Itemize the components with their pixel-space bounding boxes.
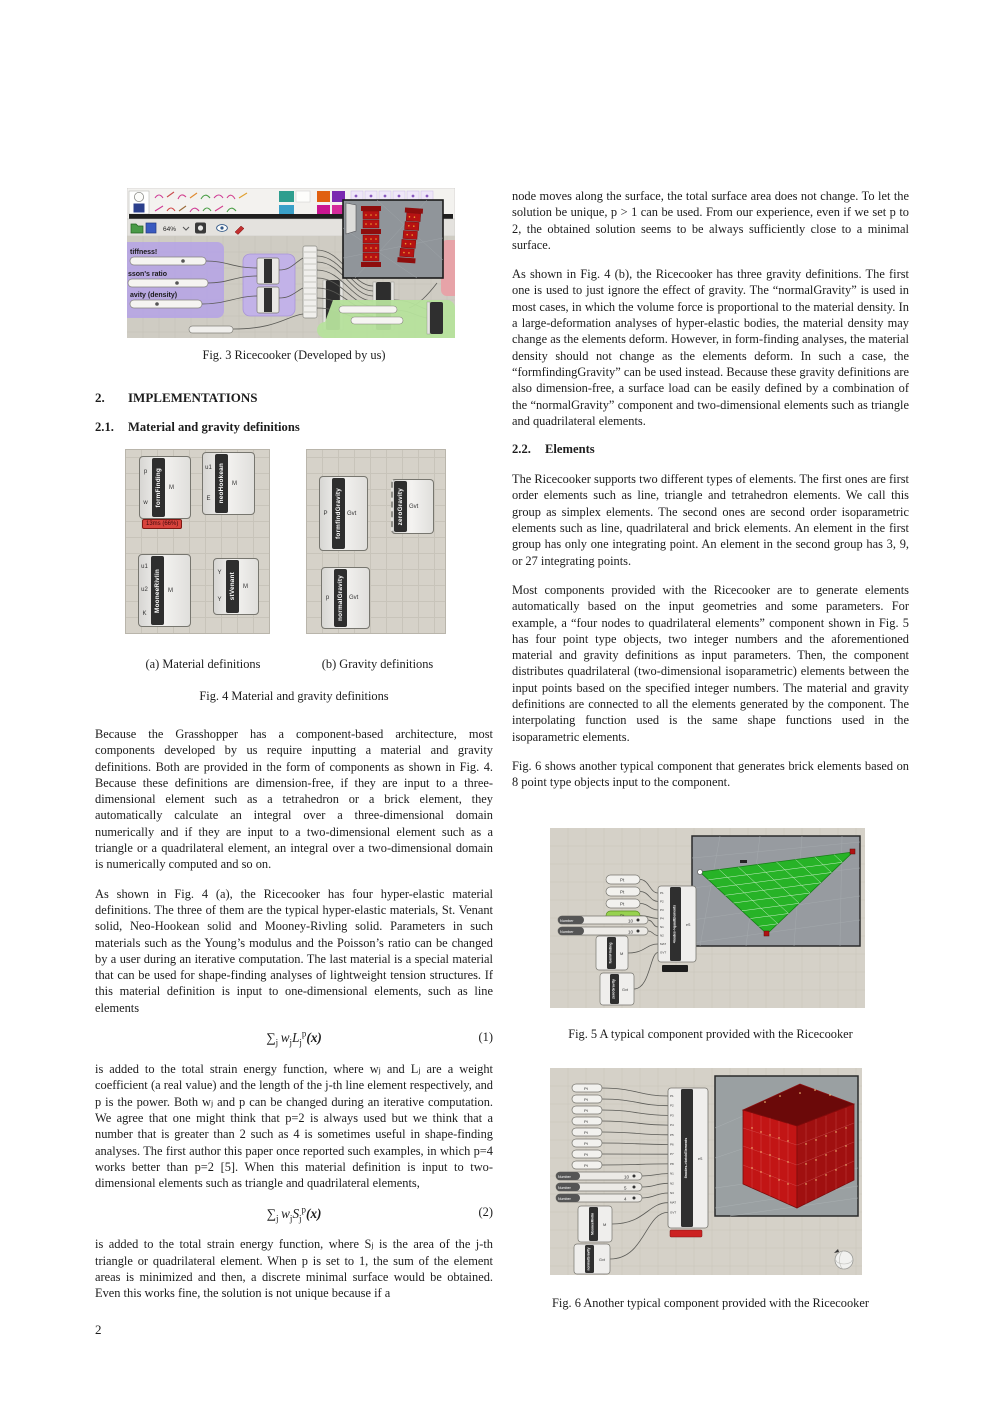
figure-6-image [550,1068,909,1280]
svg-text:P5: P5 [670,1132,674,1137]
section-2-title: IMPLEMENTATIONS [128,390,258,405]
svg-text:Number: Number [558,1196,571,1201]
svg-text:Pt: Pt [620,877,625,882]
figure-4a-label: (a) Material definitions [145,657,261,671]
fig6-runtime-badge [670,1230,702,1237]
fig5-corner-point [740,860,747,863]
save-icon [146,223,156,233]
section-2-heading [95,390,493,406]
fig5-viewport [692,836,860,946]
paragraph: As shown in Fig. 4 (a), the Ricecooker has four hyper-elastic material definitions. The three of them are the typical hyper-elastic materials, St. Venant solid, Neo-Hookean solid and Mooney-Rivling solid. Parameters in such materials such as the Young’s modulus and the Poisson’s ratio can be changed by a user during an iterative computation. The last material is a special material that can be used for shape-finding analyses of lightweight tension structures. If this material definition is input to one-dimensional elements, such as line elements [95,886,493,1015]
svg-text:Pt: Pt [584,1140,588,1146]
left-column [95,188,493,1315]
fig3-slider-1 [130,257,206,265]
svg-text:Pt: Pt [620,889,625,894]
section-2-1-number: 2.1. [95,420,114,434]
component-neohookean: u1 E neoHookean M [202,452,255,515]
component-stvenant: Y Y stVenant M [213,558,259,615]
svg-text:P7: P7 [670,1151,674,1156]
svg-text:P3: P3 [670,1112,674,1117]
paragraph: The Ricecooker supports two different types of elements. The first ones are first order elements such as line, triangle and tetrahedron elements. We call this group as simplex elements. The second ones are second order isoparametric elements such as line, quadrilateral and brick elements. An element in the first group has only one integrating point. An element in the second group has 3, 9, or 27 integrating points. [512,472,909,568]
paragraph: node moves along the surface, the total surface area does not change. To let the solution be unique, p > 1 can be used. From our experience, even if we set p to 2, the obtained solution seems to be always sufficiently close to a minimal surface. [512,189,909,252]
fig6-gravity-component [574,1244,610,1274]
section-2-number: 2. [95,390,105,405]
paragraph: As shown in Fig. 4 (b), the Ricecooker has three gravity definitions. The first one is used to just ignore the effect of gravity. The “normalGravity” is used in most cases, in which the volume force is proportional to the material density. In a large-deformation analyses of hyper-elastic bodies, the material density may change as the elements deform. However, in form-finding analyses, the material density should not change as the elements deform. In such a case, the “formfindingGravity” can be used instead. Because these gravity definitions are also dimension-free, a surface load can be easily defined by a combination of the “normalGravity” component and two-dimensional elements such as triangle and quadrilateral elements. [512,267,909,428]
equation-1-number: (1) [478,1030,493,1045]
section-2-1-heading [95,420,493,435]
component-normalgravity: p normalGravity Gvt [321,567,370,629]
svg-text:10: 10 [628,918,634,923]
fig5-tooltip [662,965,688,972]
equation-2-body: $\sum_j$ $w_jS_j^p(x)$ [266,1204,322,1224]
fig3-slider-3 [130,300,202,308]
svg-text:eS: eS [686,922,691,927]
fig6-viewport [715,1076,858,1216]
svg-text:P2: P2 [660,899,664,903]
svg-text:normalGravity: normalGravity [586,1247,591,1270]
component-formfinding: p w formFinding M 13ms (66%) [139,456,191,519]
fig3-inset-viewport [343,200,443,278]
fig6-material-component [578,1206,612,1242]
svg-text:Gvt: Gvt [622,987,628,992]
svg-text:N1: N1 [660,924,664,929]
paragraph: is added to the total strain energy function, where Sⱼ is the area of the j-th triangle or quadrilateral element. When p is set to 1, the sum of the element areas is minimized and then, a discrete minimal surface would be obtained. Even this works fine, the solution is not unique because if a [95,1237,493,1301]
svg-text:M: M [620,950,624,956]
figure-4-caption: Fig. 4 Material and gravity definitions [199,689,389,703]
fig5-gravity-component [600,973,634,1005]
fig4-runtime-badge: 13ms (66%) [142,519,182,529]
svg-text:Pt: Pt [584,1085,588,1091]
svg-text:eS: eS [698,1156,703,1161]
svg-text:Pt: Pt [584,1162,588,1168]
svg-text:P2: P2 [670,1103,674,1108]
section-2-2-heading [512,442,909,457]
svg-text:formFinding: formFinding [608,942,613,963]
svg-text:Pt: Pt [584,1096,588,1102]
figure-6-caption: Fig. 6 Another typical component provided with the Ricecooker [552,1295,869,1310]
equation-2 [95,1204,493,1224]
fig6-brick-component [668,1088,708,1237]
fig4-gravity-panel [306,449,446,634]
fig5-corner-point [764,931,769,936]
svg-text:4: 4 [624,1196,627,1201]
figure-3-caption: Fig. 3 Ricecooker (Developed by us) [202,348,386,362]
equation-1 [95,1029,493,1049]
fig5-material-component [596,936,628,970]
fig4-material-panel [125,449,270,634]
fig3-stiffness-label: tiffness! [130,249,158,256]
svg-text:Pt: Pt [620,901,625,906]
svg-text:N2: N2 [660,933,664,937]
svg-text:P1: P1 [660,890,664,895]
fig3-slider-4 [189,326,233,333]
paragraph: Most components provided with the Ricecooker are to generate elements automatically based on the input geometries and some parameters. For example, a “four nodes to quadrilateral elements” component shown in Fig. 5 has four point type objects, two integer numbers and the aforementioned material and gravity definitions as input parameters. Then, the component distributes quadrilateral (two-dimensional isoparametric) elements between the input points based on the specified integer numbers. The material and gravity definitions are connected to all the elements generated by the component. The interpolating function used is the same shape functions used in the isoparametric elements. [512,582,909,744]
svg-text:Number: Number [558,1174,571,1179]
fig5-corner-point [698,869,703,874]
paragraph: Fig. 6 shows another typical component that generates brick elements based on 8 point type objects input to the component. [512,758,909,790]
page-number: 2 [95,1322,102,1337]
svg-text:P1: P1 [670,1093,674,1098]
fig3-slider-2 [128,279,208,287]
component-formfindgravity: P formfindGravity Gvt [319,476,368,551]
figure-4b-label: (b) Gravity definitions [321,657,434,671]
svg-text:P8: P8 [670,1161,674,1166]
section-2-1-title: Material and gravity definitions [128,420,300,434]
fig3-gravity-label: avity (density) [130,292,178,299]
svg-text:GVT: GVT [660,950,667,954]
fig5-corner-point [850,849,855,854]
figure-5-image [550,828,909,1013]
svg-text:Pt: Pt [584,1129,588,1135]
section-2-2-number: 2.2. [512,442,531,457]
svg-text:MooneeRivlin: MooneeRivlin [590,1212,595,1235]
equation-1-body: $\sum_j$ $w_jL_j^p(x)$ [266,1029,322,1049]
component-zerogravity: zeroGravity Gvt [391,479,434,534]
paragraph: is added to the total strain energy function, where wⱼ and Lⱼ are a weight coefficient (a real value) and the length of the j-th line element respectively, and p is the power. Both wⱼ and p can be changed during an iterative computation. We agree that one might think that p=2 is always used but we think that a number that is greater than 2 such as 4 is sometimes useful in shape-finding analyses. The first author this paper once reported such examples, in which p=4 works better than p=2 [5]. When this material definition is input to two-dimensional elements such as triangle and quadrilateral elements, [95,1062,493,1191]
figure-4-sublabels [95,657,493,675]
equation-2-number: (2) [478,1205,493,1220]
svg-text:GVT: GVT [670,1209,677,1214]
figure-5-caption: Fig. 5 A typical component provided with the Ricecooker [568,1026,853,1041]
svg-text:4nodes->quadElements: 4nodes->quadElements [672,904,677,943]
section-2-2-title: Elements [545,442,595,457]
svg-text:P4: P4 [660,916,664,920]
svg-text:Pt: Pt [584,1118,588,1124]
svg-text:Number: Number [558,1185,571,1190]
svg-text:Pt: Pt [584,1151,588,1157]
svg-text:N2: N2 [670,1180,674,1185]
figure-4-image [95,449,493,645]
fig3-tower-left [361,206,381,267]
fig3-poisson-label: sson's ratio [128,271,168,278]
svg-text:Number: Number [560,918,574,923]
svg-text:10: 10 [628,929,634,934]
svg-text:P3: P3 [660,907,664,912]
svg-text:Number: Number [560,929,574,934]
svg-text:P6: P6 [670,1142,674,1146]
svg-text:zeroGravity: zeroGravity [611,978,616,999]
component-mooneerivlin: u1 u2 K MooneeRivlin M [138,554,191,627]
svg-text:5: 5 [624,1185,627,1190]
svg-text:MAT: MAT [670,1200,677,1205]
svg-text:M: M [603,1221,607,1227]
figure-3-image [127,188,455,338]
fig5-quad-component [658,886,696,972]
svg-text:MAT: MAT [660,941,667,946]
svg-text:Gvt: Gvt [599,1257,605,1262]
svg-text:Pt: Pt [584,1107,588,1113]
svg-text:10: 10 [624,1174,630,1179]
svg-text:8nodes->brickElements: 8nodes->brickElements [684,1137,688,1178]
svg-text:N1: N1 [670,1171,674,1176]
fig6-number-sliders [556,1172,642,1202]
paragraph: Because the Grasshopper has a component-based architecture, most components developed by us require inputting a material and gravity definitions. Both are provided in the form of components as shown in Fig. 4. Because these definitions are dimension-free, if they are input to a three-dimensional element such as a tetrahedron or a brick element, they automatically calculate an integral over a three-dimensional domain numerically and if they are input to a two-dimensional element such as a triangle or a quadrilateral element, an integral over a two-dimensional domain is numerically computed and so on. [95,727,493,872]
zoom-level: 64% [163,226,177,233]
right-column [512,188,909,1327]
svg-text:N3: N3 [670,1190,674,1195]
svg-text:P4: P4 [670,1122,674,1127]
